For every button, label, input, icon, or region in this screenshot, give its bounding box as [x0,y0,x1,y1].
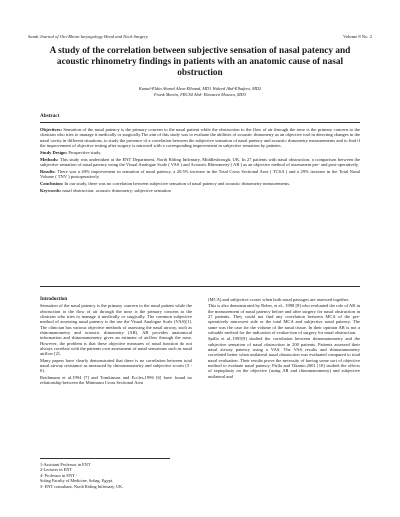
running-header [28,34,372,39]
intro-paragraph-2: Many papers have clearly demonstrated that there is no correlation between total nasal airway resistance as measured by rhinomanometry and subjective scores [3 - 6]. [40,357,192,374]
abstract-methods: Methods: This study was undertaken at the ENT Department, North Riding Infirmary, Middlesbrough, UK. In 27 patients with nasal obstruction, a comparison between the subjective sensation of nasal patency using the Visual Analogue Scale ( VAS ) and Acoustic Rhinometry ( AR ) as an objective method of assessment pre- and post-operatively. [40,156,360,168]
footnote-4: Sohag Faculty of Medicine, Sohag, Egypt. [40,478,114,484]
abstract-bottom-rule [40,286,360,287]
intro-paragraph-4: (MCA) and subjective scores when both nasal passages are assessed together. [208,297,350,302]
abstract-body [40,127,360,195]
footnote-5: 3- ENT consultant, North Riding Infirmary, UK. [40,483,124,489]
footnotes [40,462,240,489]
abstract-keywords: Keywords: nasal obstruction; acoustic rhinometry; subjective sensation [40,187,171,193]
author-line-1: Kamal-Eldin Ahmed Abou-Elhamd, MD1 Waleed Abd-Elhafeez, MD2 [138,86,262,91]
author-line-2: Frank Martin, FRCS4 Abd- Elmateen Mousra, MD3 [153,92,247,98]
footnote-2: 2-Lecturer in ENT [40,467,72,473]
abstract-design: Study Design: Prospective study. [40,149,102,155]
abstract-top-rule [40,122,360,123]
abstract-objectives: Objectives: Sensation of the nasal patency is the primary concern to the nasal patient while the obstruction to the flow of air through the nose is the primary concern to the clinician who tries to manage it medically or surgically.The aim of this study was to evaluate the abilities of acoustic rhinometry as an objective tool in detecting changes in the nasal cavity in different situations, to study the presence of a correlation between the subjective sensation of nasal patency and acoustic rhinometry measurements and to find if the improvement of objective testing after surgery is mirrored with a corresponding improvement in subjective sensation by patients. [40,127,361,149]
abstract-results: Results: There was a 49% improvement in sensation of nasal patency, a 20.5% increase in the Total Cross Sectional Area ( TCSA ) and a 29% increase in the Total Nasal Volume ( TNV ) postoperatively. [40,168,360,180]
footnote-3: 4- Professor in ENT - [40,472,78,478]
abstract-heading: Abstract [40,113,60,119]
intro-paragraph-3: Reithmann et al.1994 [7] and Tomkinson and Eccles,1996 [6] have found no relationship between the Minimum Cross Sectional Area [40,374,192,386]
journal-name: Saudi Journal of Oto-Rhino-laryngology Head and Neck Surgery [28,34,148,39]
article-title: A study of the correlation between subjective sensation of nasal patency and acoustic rhinometry findings in patients with an anatomic cause of nasal obstruction [49,46,351,79]
author-list [60,86,340,98]
body-column-right [208,297,360,380]
intro-paragraph-1: Sensation of the nasal patency is the primary concern to the nasal patient while the obstruction to the flow of air through the nose is the primary concern to the clinician who tries to manage it medically or surgically. The common subjective method of assessing nasal patency is the use the Visual Analogue Scale (VAS)[1]. The clinician has various objective methods of assessing the nasal airway, such as rhinomanometry and acoustic rhinometry (AR). AR provides anatomical information and rhinomanometry gives an estimate of airflow through the nose. However, the problem is that these objective measures of nasal function do not always correlate with the patients own assessment of nasal sensations such as nasal airflow [2]. [40,303,192,357]
body-column-left [40,297,192,387]
volume-label: Volume 8 No. 2 [342,34,372,39]
intro-paragraph-5: This is also demonstrated by Reber, et al., 1998 [8] who evaluated the role of AR in the measurement of nasal patency before and after surgery for nasal obstruction in 27 patients. They could not find any correlation between MCA of the pre-operatively narrowest side or the total MCA and subjective nasal patency. The same was the case for the volume of the nasal tissue. In their opinion AR is not a valuable method for the indication of evalua-tion of surgery for nasal obstruction. [208,303,360,336]
introduction-heading: Introduction [40,297,68,302]
intro-paragraph-6: Spilla et al.,1995[9] studied the correlation between rhinomanometry and the subjective sensation of nasal obstruction in 200 patients. Patients assessed their nasal airway patency using a VAS. The VAS results and rhinomanometry correlated better when unilateral nasal obstruction was evaluated compared to total nasal evaluation. Their results prove the necessity of having some sort of objective method to evaluate nasal patency. Pirila and Tikanto,2001 [10] studied the effects of septoplasty on the objective (using AR and rhinomanometry) and subjective unilateral and [208,336,360,379]
footnote-1: 1-Assistant Professor in ENT [40,462,91,467]
abstract-conclusion: Conclusion: In our study, there was no correlation between subjective sensation of nasal patency and acoustic rhinometry measurements. [40,181,291,187]
footnote-rule [40,458,170,459]
